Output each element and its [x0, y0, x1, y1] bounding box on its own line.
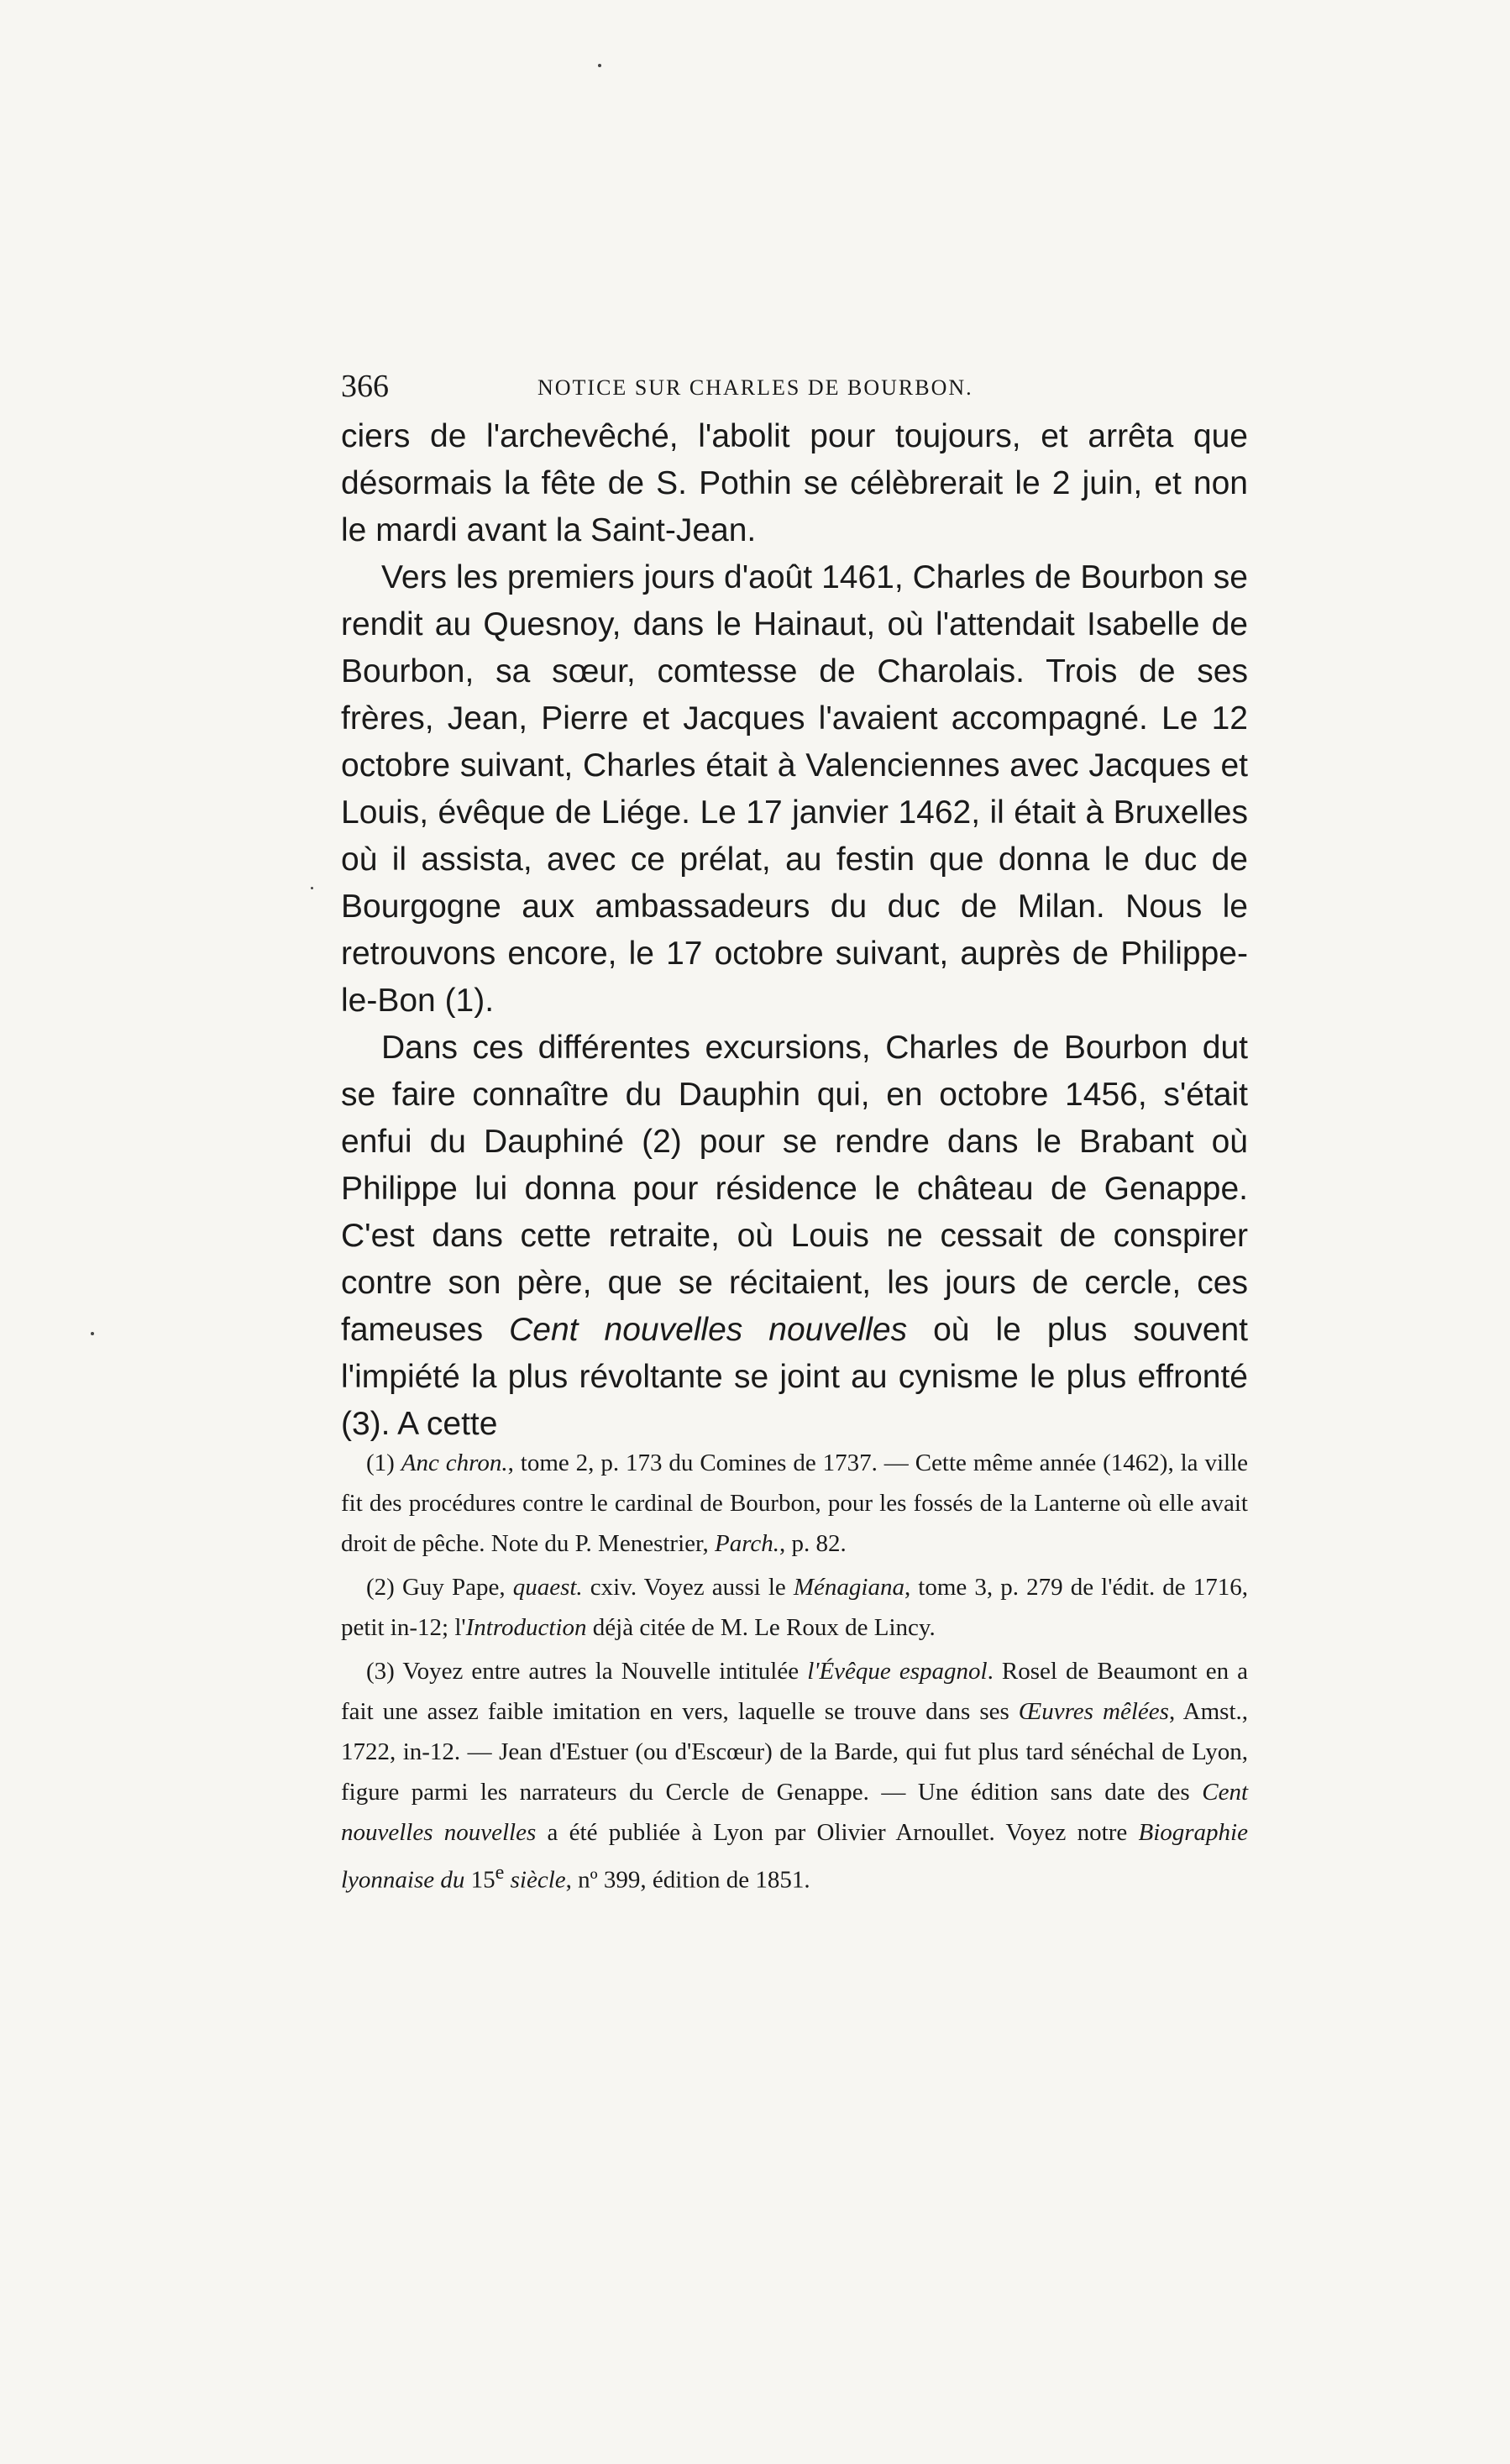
paragraph-3-text-a: Dans ces différentes excursions, Charles de Bourbon dut se faire connaître du Dauphin qui, en octobre 1456, s'était enfui du Dauphiné (2) pour se rendre dans le Brabant où Philippe lui donna pour résidence le château de Genappe. C'est dans cette retraite, où Louis ne cessait de conspirer contre son père, que se récitaient, les jours de cercle, ces fameuses	[341, 1030, 1248, 1348]
footnote-3	[341, 1651, 1248, 1900]
footnote-1-italic-1: Anc chron.	[401, 1450, 508, 1476]
footnote-2-italic-1: quaest.	[512, 1574, 583, 1601]
footnote-2-text-3: , tome 3, p. 279 de l'édit. de 1716, petit in-12; l'	[341, 1574, 1249, 1641]
page-number: 366	[341, 369, 389, 404]
footnote-1-italic-2: Parch.	[715, 1530, 780, 1557]
footnote-1-mark: (1)	[366, 1450, 395, 1476]
scan-speck	[598, 64, 601, 67]
footnote-3-italic-3: Cent nouvelles nouvelles	[341, 1779, 1249, 1846]
paragraph-1: ciers de l'archevêché, l'abolit pour toujours, et arrêta que désormais la fête de S. Pothin se célèbrerait le 2 juin, et non le mardi avant la Saint-Jean.	[341, 418, 1248, 548]
footnote-3-superscript: e	[495, 1861, 505, 1884]
footnote-3-italic-5: siècle	[510, 1866, 566, 1894]
footnote-3-italic-4: Biographie lyonnaise du	[341, 1819, 1248, 1894]
footnote-2-italic-3: Introduction	[465, 1614, 587, 1641]
footnote-2-text-2: cxiv. Voyez aussi le	[590, 1574, 786, 1601]
paragraph-3-title-italic: Cent nouvelles nouvelles	[509, 1312, 908, 1348]
footnote-1	[341, 1443, 1248, 1564]
footnote-3-text-6: , nº 399, édition de 1851.	[565, 1866, 810, 1894]
scan-speck	[311, 887, 313, 889]
footnote-1-text-2: , p. 82.	[779, 1530, 847, 1557]
footnote-2-text-1: Guy Pape,	[401, 1574, 506, 1601]
footnote-2-italic-2: Ménagiana	[793, 1574, 904, 1601]
running-title: NOTICE SUR CHARLES DE BOURBON.	[537, 375, 973, 400]
paragraph-3	[341, 1025, 1248, 1448]
paragraph-2: Vers les premiers jours d'août 1461, Charles de Bourbon se rendit au Quesnoy, dans le Hainaut, où l'attendait Isabelle de Bourbon, sa sœur, comtesse de Charolais. Trois de ses frères, Jean, Pierre et Jacques l'avaient accompagné. Le 12 octobre suivant, Charles était à Valenciennes avec Jacques et Louis, évêque de Liége. Le 17 janvier 1462, il était à Bruxelles où il assista, avec ce prélat, au festin que donna le duc de Bourgogne aux ambassadeurs du duc de Milan. Nous le retrouvons encore, le 17 octobre suivant, auprès de Philippe-le-Bon (1).	[341, 559, 1248, 1019]
footnote-3-italic-1: l'Évêque espagnol	[807, 1658, 988, 1685]
footnotes	[341, 1443, 1248, 1904]
paragraph-3-text-b: où le plus souvent l'impiété la plus révoltante se joint au cynisme le plus effronté (3). A cette	[341, 1312, 1248, 1442]
footnote-3-italic-2: Œuvres mêlées	[1018, 1698, 1169, 1725]
footnote-3-text-2: . Rosel de Beaumont en a fait une assez faible imitation en vers, laquelle se trouve dans ses	[341, 1658, 1249, 1725]
footnote-2	[341, 1567, 1248, 1648]
footnote-3-text-4: a été publiée à Lyon par Olivier Arnoullet. Voyez notre	[547, 1819, 1128, 1846]
footnote-1-text-1: , tome 2, p. 173 du Comines de 1737. — Cette même année (1462), la ville fit des procédures contre le cardinal de Bourbon, pour les fossés de la Lanterne où elle avait droit de pêche. Note du P. Menestrier,	[341, 1450, 1249, 1557]
footnote-2-text-4: déjà citée de M. Le Roux de Lincy.	[592, 1614, 936, 1641]
footnote-3-text-3: , Amst., 1722, in-12. — Jean d'Estuer (ou d'Escœur) de la Barde, qui fut plus tard sénéchal de Lyon, figure parmi les narrateurs du Cercle de Genappe. — Une édition sans date des	[341, 1698, 1249, 1806]
footnote-3-text-5: 15	[470, 1866, 495, 1894]
footnote-3-text-1: Voyez entre autres la Nouvelle intitulée	[402, 1658, 800, 1685]
footnote-2-mark: (2)	[366, 1574, 395, 1601]
page-header	[341, 368, 1080, 405]
main-text	[341, 413, 1248, 1448]
footnote-3-mark: (3)	[366, 1658, 395, 1685]
scan-speck	[91, 1332, 94, 1335]
